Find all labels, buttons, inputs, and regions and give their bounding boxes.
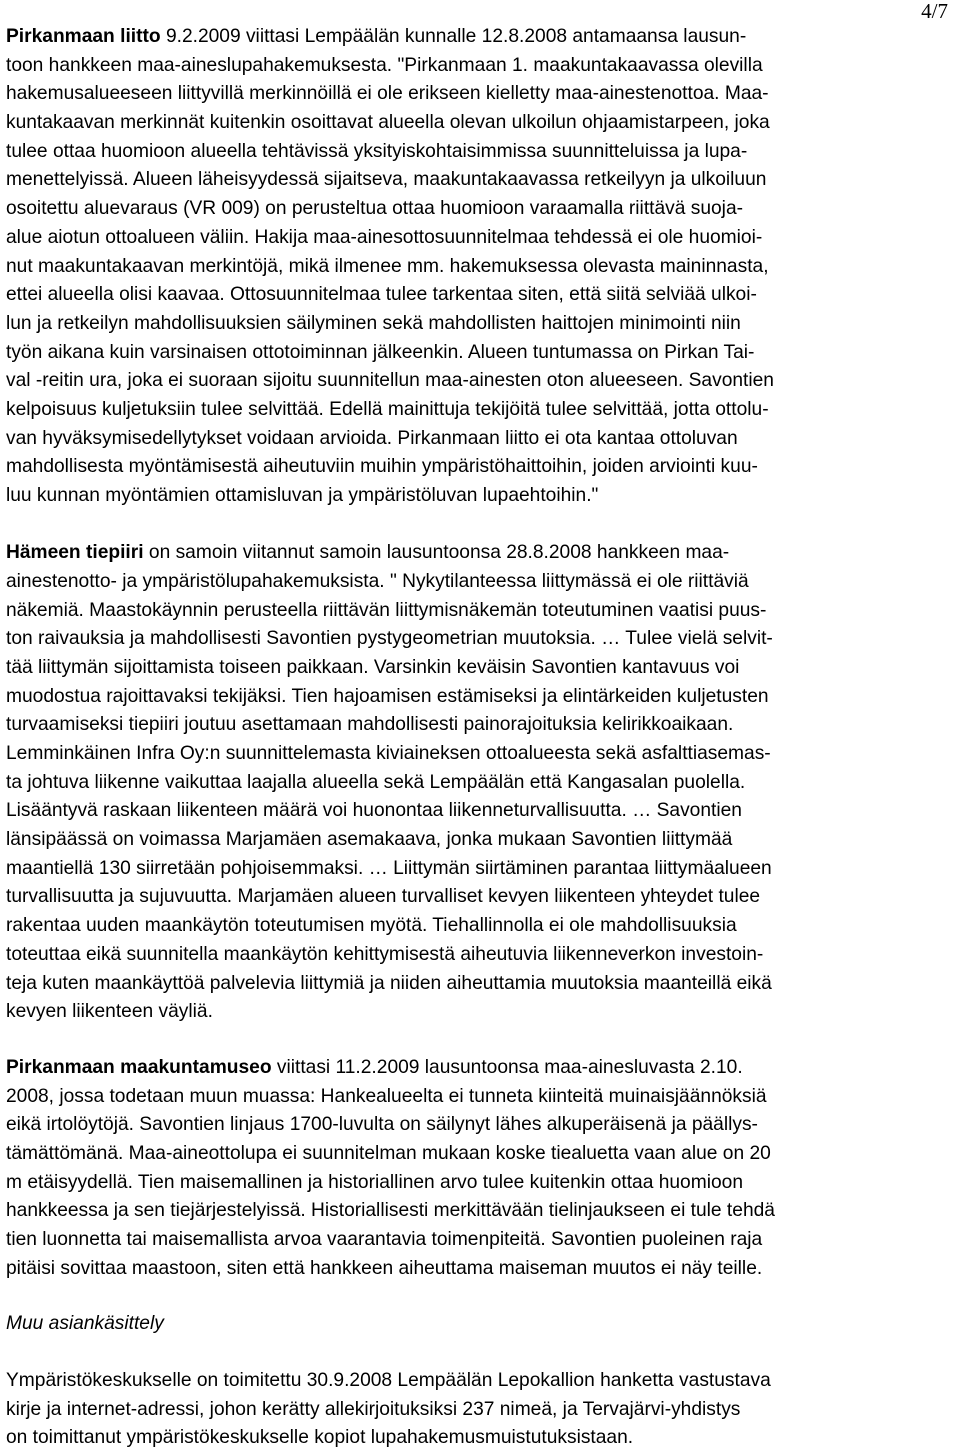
text-line: hankkeessa ja sen tiejärjestelyissä. Historiallisesti merkittävään tielinjaukseen ei tule tehdä bbox=[6, 1200, 775, 1222]
text-line: ton raivauksia ja mahdollisesti Savontien pystygeometrian muutoksia. … Tulee vielä selvit- bbox=[6, 628, 773, 650]
text-line: alue aiotun ottoalueen väliin. Hakija maa-ainesottosuunnitelmaa tehdessä ei ole huomioi- bbox=[6, 226, 763, 248]
paragraph-pirkanmaan-maakuntamuseo bbox=[6, 1054, 956, 1284]
bold-lead: Pirkanmaan liitto bbox=[6, 26, 161, 47]
text-line: on toimittanut ympäristökeskukselle kopiot lupahakemusmuistutuksistaan. bbox=[6, 1427, 634, 1449]
text-line: Hämeen tiepiiri on samoin viitannut samoin lausuntoonsa 28.8.2008 hankkeen maa- bbox=[6, 542, 730, 564]
paragraph-spacer bbox=[6, 1027, 956, 1054]
text-line: osoitettu aluevaraus (VR 009) on perusteltua ottaa huomioon varaamalla riittävä suoja- bbox=[6, 198, 744, 220]
text-line: tämättömänä. Maa-aineottolupa ei suunnitelman mukaan koske tiealuetta vaan alue on 20 bbox=[6, 1142, 771, 1164]
text-line: Pirkanmaan maakuntamuseo viittasi 11.2.2009 lausuntoonsa maa-aineslu​vasta 2.10. bbox=[6, 1056, 743, 1078]
page-number: 4/7 bbox=[921, 0, 948, 23]
text-line: ettei alueella olisi kaavaa. Ottosuunnitelmaa tulee tarkentaa siten, että siitä selviää ulkoi- bbox=[6, 284, 757, 306]
text-line: ainestenotto- ja ympäristölupahakemuksista. " Nykytilanteessa liittymässä ei ole riittäviä bbox=[6, 570, 749, 592]
text-line: van hyväksymisedellytykset voidaan arvioida. Pirkanmaan liitto ei ota kantaa ottoluvan bbox=[6, 427, 738, 449]
text-line: Lemminkäinen Infra Oy:n suunnittelemasta kiviaineksen ottoalueesta sekä asfalttiasemas- bbox=[6, 743, 771, 764]
paragraph-spacer bbox=[6, 511, 956, 540]
paragraph-spacer bbox=[6, 1283, 956, 1310]
section-heading: Muu asiankäsittely bbox=[6, 1313, 164, 1335]
text-line: menettelyissä. Alueen läheisyydessä sijaitseva, maakuntakaavassa retkeilyyn ja ulkoiluun bbox=[6, 169, 767, 191]
text-line: val -reitin ura, joka ei suoraan sijoitu suunnitellun maa-ainesten oton alueeseen. Savontien bbox=[6, 370, 774, 392]
text-line: näkemiä. Maastokäynnin perusteella riittävän liittymisnäkemän toteutuminen vaatisi puus- bbox=[6, 599, 767, 621]
text-line: Lisääntyvä raskaan liikenteen määrä voi huonontaa liikenneturvallisuutta. … Savontien bbox=[6, 800, 742, 822]
text-line: muodostua rajoittavaksi tekijäksi. Tien hajoamisen estämiseksi ja elintärkeiden kuljetusten bbox=[6, 685, 769, 707]
text-line: Pirkanmaan liitto 9.2.2009 viittasi Lempäälän kunnalle 12.8.2008 antamaansa lausun- bbox=[6, 26, 747, 47]
text-line: rakentaa uuden maankäytön toteutumisen myötä. Tiehallinnolla ei ole mahdollisuuksia bbox=[6, 915, 737, 937]
paragraph-spacer bbox=[6, 1339, 956, 1367]
text-line: teja kuten maankäyttöä palvelevia liittymiä ja niiden aiheuttamia muutoksia maanteillä eikä bbox=[6, 972, 772, 994]
text-line: kirje ja internet-adressi, johon kerätty allekirjoituksiksi 237 nimeä, ja Tervajärvi-yhdistys bbox=[6, 1398, 741, 1420]
text-line: hakemusalueeseen liittyvillä merkinnöillä ei ole erikseen kielletty maa-ainestenottoa. Maa- bbox=[6, 83, 769, 105]
text-line: tien luonnetta tai maisemallista arvoa vaarantavia toimenpiteitä. Savontien puoleinen raja bbox=[6, 1229, 763, 1250]
text-line: luu kunnan myöntämien ottamisluvan ja ympäristöluvan lupaehtoihin." bbox=[6, 485, 599, 506]
text-line: eikä irtolöytöjä. Savontien linjaus 1700-luvulta on säilynyt lähes alkuperäisenä ja päällys- bbox=[6, 1114, 758, 1136]
text-line: mahdollisesta myöntämisestä aiheutuviin muihin ympäristöhaittoihin, joiden arviointi kuu- bbox=[6, 456, 758, 478]
document-body bbox=[6, 23, 956, 1453]
text-line: m etäisyydellä. Tien maisemallinen ja historiallinen arvo tulee kuitenkin ottaa huomioon bbox=[6, 1171, 743, 1193]
text-line: kevyen liikenteen väyliä. bbox=[6, 1001, 213, 1023]
text-line: pitäisi sovittaa maastoon, siten että hankkeen aiheuttama maiseman muutos ei näy teille. bbox=[6, 1257, 763, 1279]
text-line: toon hankkeen maa-aineslupahakemuksesta. "Pirkanmaan 1. maakuntakaavassa olevilla bbox=[6, 54, 763, 76]
text-line: turvallisuutta ja sujuvuutta. Marjamäen alueen turvalliset kevyen liikenteen yhteydet tulee bbox=[6, 886, 761, 908]
text-line: tulee ottaa huomioon alueella tehtävissä yksityiskohtaisimmissa suunnitteluissa ja lupa- bbox=[6, 140, 748, 162]
text-line: nut maakuntakaavan merkintöjä, mikä ilmenee mm. hakemuksessa olevasta maininnasta, bbox=[6, 255, 769, 277]
paragraph-hameen-tiepiiri bbox=[6, 539, 956, 1027]
text-line: maantiellä 130 siirretään pohjoisemmaksi. … Liittymän siirtäminen parantaa liittymäalueen bbox=[6, 857, 772, 879]
text-line: kuntakaavan merkinnät kuitenkin osoittavat alueella olevan ulkoilun ohjaamistarpeen, joka bbox=[6, 112, 770, 134]
text-line: työn aikana kuin varsinaisen ottotoiminnan jälkeenkin. Alueen tuntumassa on Pirkan Tai- bbox=[6, 341, 755, 363]
text-line: toteuttaa eikä suunnitella maankäytön kehittymisestä aiheutuvia liikenneverkon investoin- bbox=[6, 943, 764, 965]
text-line: länsipäässä on voimassa Marjamäen asemakaava, jonka mukaan Savontien liittymää bbox=[6, 829, 733, 851]
text-line: tää liittymän sijoittamista toiseen paikkaan. Varsinkin keväisin Savontien kantavuus voi bbox=[6, 656, 740, 678]
bold-lead: Pirkanmaan maakuntamuseo bbox=[6, 1056, 272, 1078]
paragraph-pirkanmaan-liitto bbox=[6, 23, 956, 511]
text-line: lun ja retkeilyn mahdollisuuksien säilyminen sekä mahdollisten haittojen minimointi niin bbox=[6, 312, 741, 334]
text-line: kelpoisuus kuljetuksiin tulee selvittää. Edellä mainittuja tekijöitä tulee selvittää, jotta ottolu- bbox=[6, 398, 769, 420]
paragraph-ymparistokeskukselle bbox=[6, 1367, 956, 1453]
text-line: Ympäristökeskukselle on toimitettu 30.9.2008 Lempäälän Lepokallion hanketta vastustava bbox=[6, 1370, 771, 1392]
text-line: 2008, jossa todetaan muun muassa: Hankealueelta ei tunneta kiinteitä muinaisjäännöksiä bbox=[6, 1085, 767, 1107]
text-line: turvaamiseksi tiepiiri joutuu asettamaan mahdollisesti painorajoituksia kelirikkoaikaan. bbox=[6, 714, 734, 736]
bold-lead: Hämeen tiepiiri bbox=[6, 542, 144, 564]
text-line: ta johtuva liikenne vaikuttaa laajalla alueella sekä Lempäälän että Kangasalan puolella. bbox=[6, 771, 746, 793]
